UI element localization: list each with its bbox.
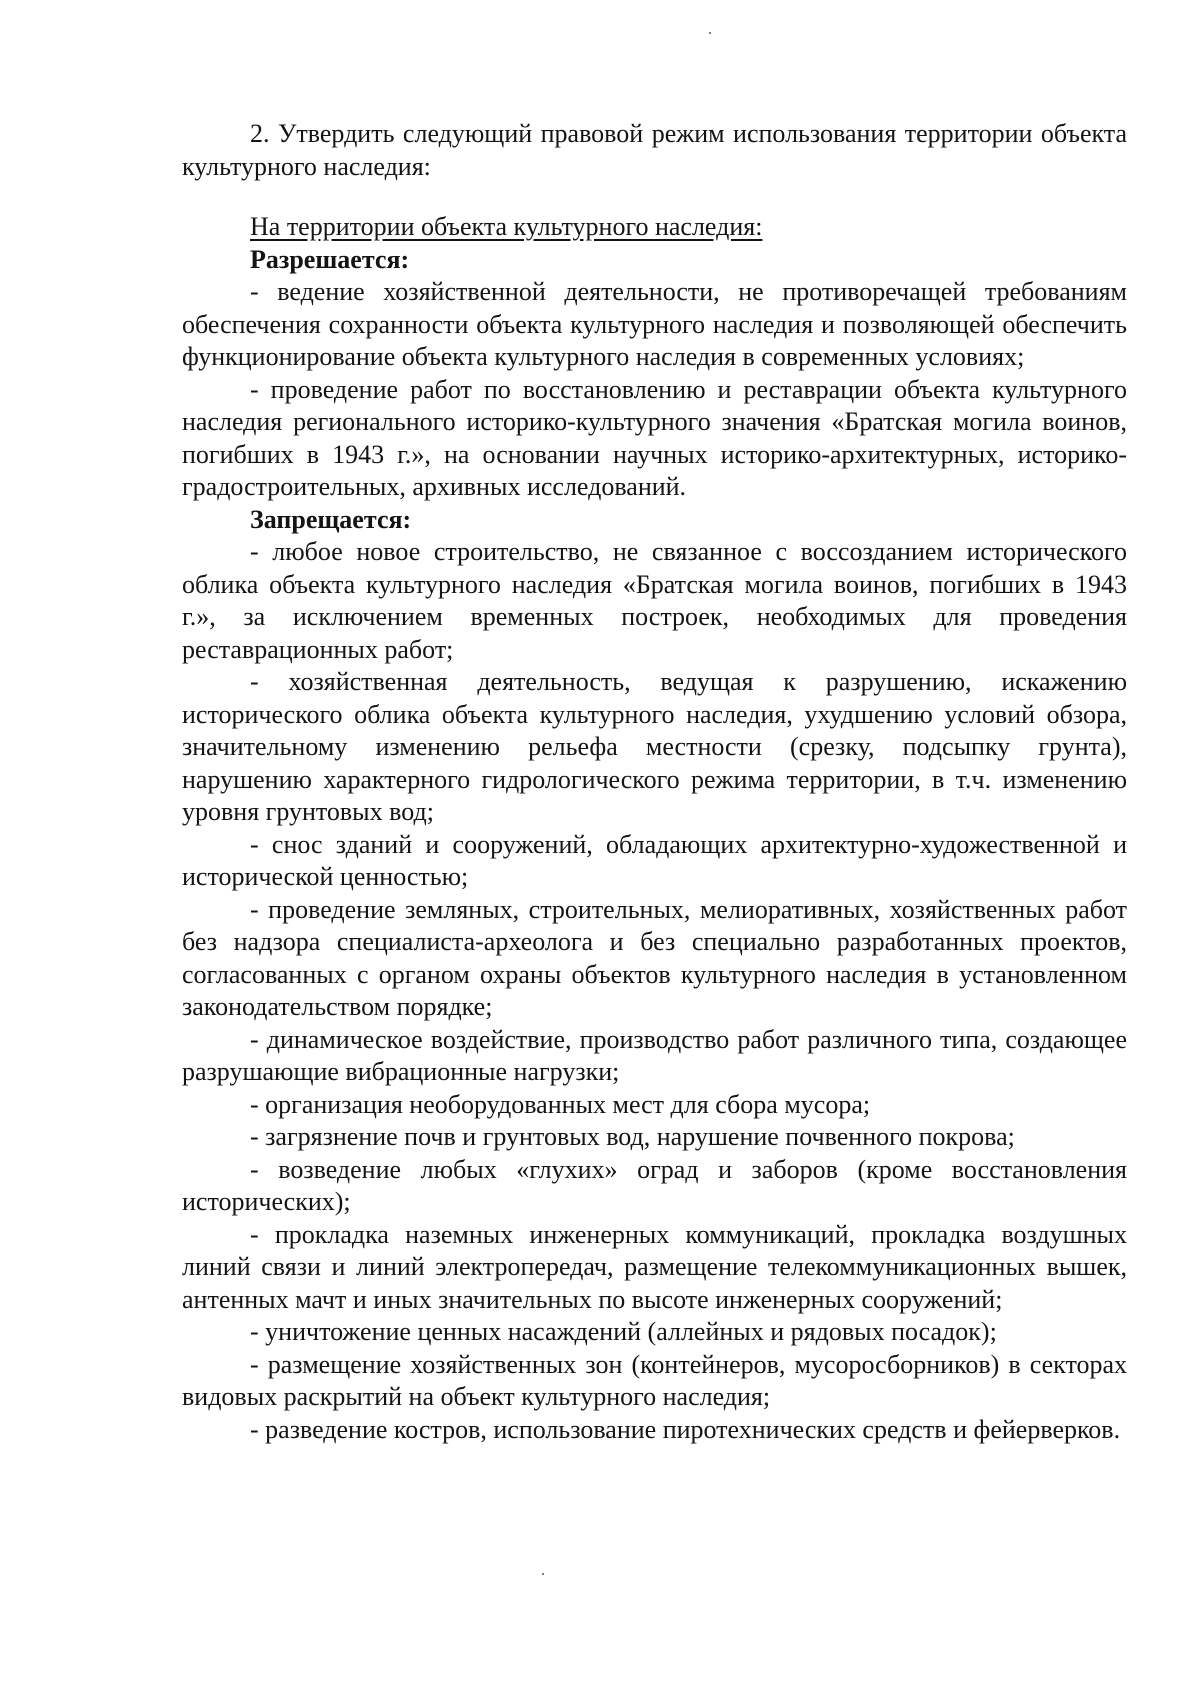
territory-heading-text: На территории объекта культурного наследия: — [250, 212, 763, 241]
paragraph-gap — [182, 183, 1127, 211]
forbidden-item: - проведение земляных, строительных, мелиоративных, хозяйственных работ без надзора специалиста-археолога и без специально разработанных проектов, согласованных с органом охраны объектов культурного наследия в установленном законодательством порядке; — [182, 894, 1127, 1021]
forbidden-heading: Запрещается: — [250, 504, 412, 534]
forbidden-item: - снос зданий и сооружений, обладающих архитектурно-художественной и исторической ценностью; — [182, 829, 1127, 891]
forbidden-item: - любое новое строительство, не связанное с воссозданием исторического облика объекта культурного наследия «Братская могила воинов, погибших в 1943 г.», за исключением временных построек, необходимых для проведения реставрационных работ; — [182, 537, 1127, 664]
forbidden-item: - разведение костров, использование пиротехнических средств и фейерверков. — [250, 1414, 1121, 1444]
document-body — [182, 118, 1127, 1446]
forbidden-item: - хозяйственная деятельность, ведущая к разрушению, искажению исторического облика объекта культурного наследия, ухудшению условий обзора, значительному изменению рельефа местности (срезку, подсыпку грунта), нарушению характерного гидрологического режима территории, в т.ч. изменению уровня грунтовых вод; — [182, 667, 1127, 826]
forbidden-item: - размещение хозяйственных зон (контейнеров, мусоросборников) в секторах видовых раскрытий на объект культурного наследия; — [182, 1349, 1127, 1411]
forbidden-item: - прокладка наземных инженерных коммуникаций, прокладка воздушных линий связи и линий электропередач, размещение телекоммуникационных вышек, антенных мачт и иных значительных по высоте инженерных сооружений; — [182, 1219, 1127, 1314]
scan-speck — [709, 32, 711, 34]
forbidden-item: - организация необорудованных мест для сбора мусора; — [250, 1089, 871, 1119]
forbidden-item: - возведение любых «глухих» оград и заборов (кроме восстановления исторических); — [182, 1154, 1127, 1216]
scan-speck — [542, 1573, 544, 1575]
allowed-item: - проведение работ по восстановлению и реставрации объекта культурного наследия регионального историко-культурного значения «Братская могила воинов, погибших в 1943 г.», на основании научных историко-архитектурных, историко-градостроительных, архивных исследований. — [182, 374, 1127, 501]
forbidden-item: - уничтожение ценных насаждений (аллейных и рядовых посадок); — [250, 1317, 997, 1346]
allowed-item: - ведение хозяйственной деятельности, не противоречащей требованиям обеспечения сохранности объекта культурного наследия и позволяющей обеспечить функционирование объекта культурного наследия в современных условиях; — [182, 277, 1127, 371]
forbidden-item: - загрязнение почв и грунтовых вод, нарушение почвенного покрова; — [250, 1122, 1015, 1151]
forbidden-item: - динамическое воздействие, производство работ различного типа, создающее разрушающие вибрационные нагрузки; — [182, 1024, 1127, 1086]
territory-heading — [182, 211, 1127, 244]
intro-paragraph: 2. Утвердить следующий правовой режим использования территории объекта культурного наследия: — [182, 119, 1127, 181]
allowed-heading: Разрешается: — [250, 244, 410, 274]
